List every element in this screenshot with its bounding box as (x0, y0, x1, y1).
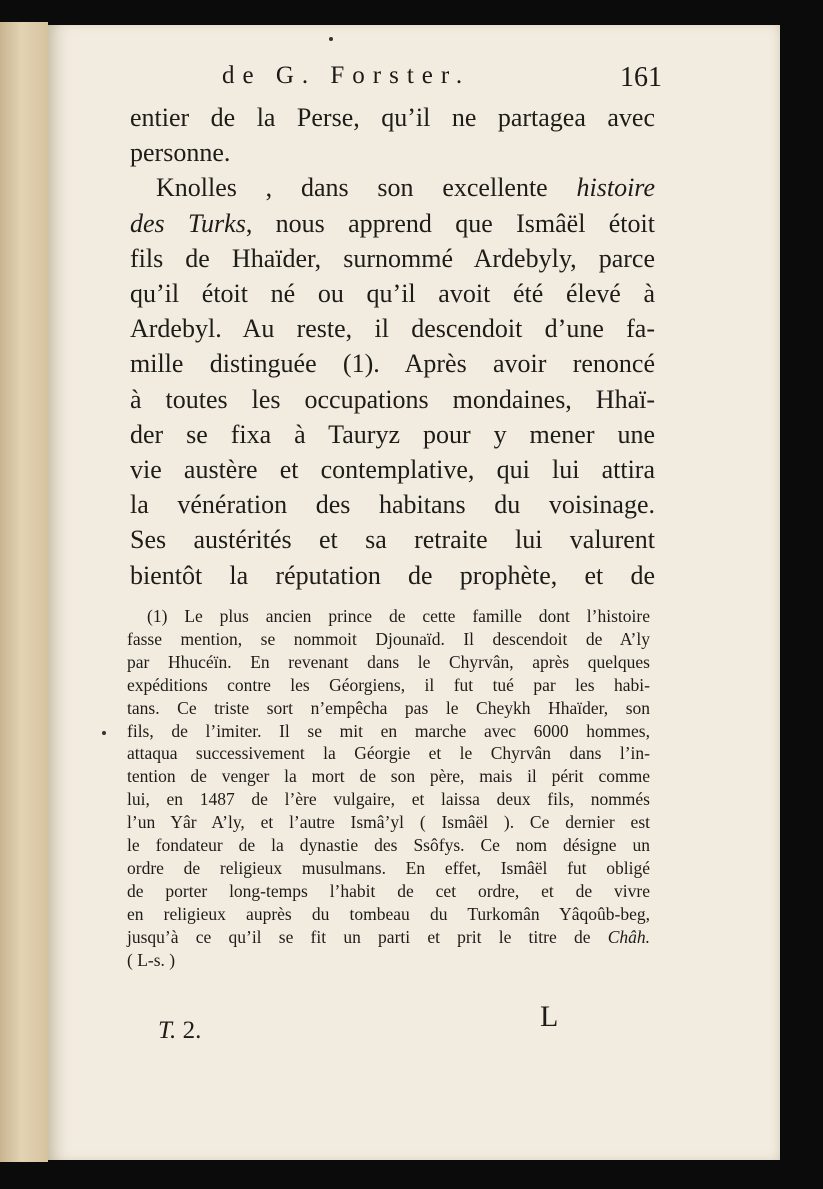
ink-speck (102, 731, 106, 735)
footnote-line: tans. Ce triste sort n’empêcha pas le Cheykh Hhaïder, son (127, 697, 650, 718)
footnote-line: ordre de religieux musulmans. En effet, Ismâël fut obligé (127, 857, 650, 878)
text-line (130, 170, 655, 205)
footnote-line: en religieux auprès du tombeau du Turkomân Yâqoûb-beg, (127, 903, 650, 924)
footnote (127, 605, 650, 972)
footnote-line: l’un Yâr A’ly, et l’autre Ismâ’yl ( Ismâël ). Ce dernier est (127, 812, 650, 833)
text-line (130, 206, 655, 241)
facing-page-edge (0, 22, 48, 1162)
footnote-line: fasse mention, se nommoit Djounaïd. Il descendoit de A’ly (127, 628, 650, 649)
page-number: 161 (620, 62, 662, 93)
text-line: der se fixa à Tauryz pour y mener une (130, 419, 655, 449)
footnote-line: par Hhucéïn. En revenant dans le Chyrvân, après quelques (127, 651, 650, 672)
text-line: fils de Hhaïder, surnommé Ardebyly, parce (130, 243, 655, 273)
sheet-mark: L (540, 1000, 559, 1033)
text-line: Ardebyl. Au reste, il descendoit d’une fa- (130, 314, 655, 344)
italic-text: Châh. (607, 926, 650, 947)
text-run: Knolles , dans son excellente (156, 173, 577, 203)
footnote-line: le fondateur de la dynastie des Ssôfys. Ce nom désigne un (127, 835, 650, 856)
body-paragraphs (130, 100, 655, 593)
text-run: , nous apprend que Ismâël étoit (245, 208, 655, 238)
signature-mark (158, 1017, 201, 1045)
text-line: entier de la Perse, qu’il ne partagea avec (130, 103, 655, 132)
signature-letter: T. (158, 1017, 177, 1044)
text-line: la vénération des habitans du voisinage. (130, 490, 655, 520)
running-head-title: de G. Forster. (222, 62, 471, 89)
ink-speck (329, 37, 333, 41)
footnote-line: de porter long-temps l’habit de cet ordre, et de vivre (127, 880, 650, 901)
text-line: bientôt la réputation de prophète, et de (130, 560, 655, 590)
italic-text: histoire (576, 173, 655, 203)
signature-number: 2. (182, 1017, 202, 1044)
text-line: vie austère et contemplative, qui lui attira (130, 455, 655, 485)
text-line: personne. (130, 138, 231, 168)
footnote-line: fils, de l’imiter. Il se mit en marche avec 6000 hommes, (127, 720, 650, 741)
footnote-line: ( L-s. ) (127, 949, 176, 970)
running-head (222, 62, 662, 98)
footnote-line (127, 926, 650, 949)
footnote-line: (1) Le plus ancien prince de cette famille dont l’histoire (147, 606, 650, 626)
text-line: Ses austérités et sa retraite lui valurent (130, 525, 655, 555)
text-run: jusqu’à ce qu’il se fit un parti et prit le titre de (127, 926, 608, 947)
footnote-line: attaqua successivement la Géorgie et le Chyrvân dans l’in- (127, 743, 650, 764)
text-line: qu’il étoit né ou qu’il avoit été élevé à (130, 279, 655, 309)
footnote-line: tention de venger la mort de son père, mais il périt comme (127, 766, 650, 787)
footnote-line: lui, en 1487 de l’ère vulgaire, et laissa deux fils, nommés (127, 789, 650, 810)
footnote-line: expéditions contre les Géorgiens, il fut tué par les habi- (127, 674, 650, 695)
italic-text: des Turks (130, 208, 246, 238)
text-line: à toutes les occupations mondaines, Hhaï- (130, 384, 655, 414)
text-line: mille distinguée (1). Après avoir renoncé (130, 349, 655, 379)
